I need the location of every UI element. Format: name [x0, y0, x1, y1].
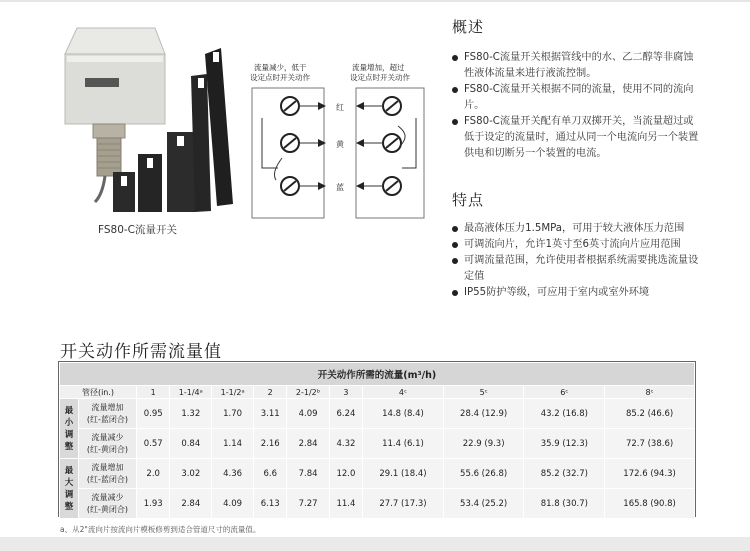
- value-cell: 22.9 (9.3): [443, 429, 524, 459]
- wiring-left-label: 流量减少，低于设定点时开关动作: [250, 63, 310, 82]
- size-cell: 5ᶜ: [443, 386, 524, 399]
- value-cell: 11.4 (6.1): [363, 429, 444, 459]
- product-caption: FS80-C流量开关: [98, 224, 178, 236]
- features-title: 特点: [452, 191, 485, 209]
- overview-bullet: FS80-C流量开关根据不同的流量，使用不同的流向片。: [452, 82, 700, 114]
- overview-bullet: FS80-C流量开关根据管线中的水、乙二醇等非腐蚀性液体流量来进行液流控制。: [452, 50, 700, 82]
- value-cell: 2.16: [254, 429, 287, 459]
- value-cell: 1.70: [212, 399, 254, 429]
- size-cell: 6ᶜ: [524, 386, 605, 399]
- flow-table: [58, 361, 696, 517]
- table-row: [60, 399, 695, 429]
- value-cell: 43.2 (16.8): [524, 399, 605, 429]
- wire-red-label: 红: [336, 103, 344, 112]
- group-label: 最 小 调 整: [60, 399, 79, 459]
- value-cell: 35.9 (12.3): [524, 429, 605, 459]
- features-list: [452, 221, 700, 301]
- feature-bullet: 可调流量范围，允许使用者根据系统需要挑选流量设定值: [452, 253, 700, 285]
- value-cell: 0.84: [170, 429, 212, 459]
- value-cell: 28.4 (12.9): [443, 399, 524, 429]
- size-cell: 4ᶜ: [363, 386, 444, 399]
- table-row: [60, 489, 695, 519]
- feature-bullet: 最高液体压力1.5MPa，可用于较大液体压力范围: [452, 221, 700, 237]
- value-cell: 14.8 (8.4): [363, 399, 444, 429]
- value-cell: 81.8 (30.7): [524, 489, 605, 519]
- value-cell: 53.4 (25.2): [443, 489, 524, 519]
- top-divider: [0, 0, 750, 2]
- row-label: 流量增加 (红-蓝闭合): [79, 459, 137, 489]
- feature-bullet: 可调流向片，允许1英寸至6英寸流向片应用范围: [452, 237, 700, 253]
- wiring-diagram: [248, 58, 428, 223]
- table-header: 开关动作所需的流量(m³/h): [60, 363, 695, 386]
- value-cell: 165.8 (90.8): [605, 489, 695, 519]
- row-label: 流量减少 (红-黄闭合): [79, 429, 137, 459]
- size-cell: 8ᶜ: [605, 386, 695, 399]
- wire-yellow-label: 黄: [336, 140, 344, 149]
- wiring-right-label: 流量增加，超过设定点时开关动作: [350, 63, 410, 82]
- size-cell: 2-1/2ᵇ: [287, 386, 329, 399]
- size-cell: 2: [254, 386, 287, 399]
- value-cell: 6.6: [254, 459, 287, 489]
- table-footnote: a、从2"流向片按流向片模板修剪到适合管道尺寸的流量值。: [60, 525, 261, 534]
- table-title: 开关动作所需流量值: [60, 342, 222, 362]
- value-cell: 2.84: [170, 489, 212, 519]
- value-cell: 4.36: [212, 459, 254, 489]
- value-cell: 0.95: [137, 399, 170, 429]
- value-cell: 0.57: [137, 429, 170, 459]
- size-cell: 1: [137, 386, 170, 399]
- group-label: 最 大 调 整: [60, 459, 79, 519]
- size-cell: 3: [329, 386, 362, 399]
- value-cell: 1.32: [170, 399, 212, 429]
- value-cell: 27.7 (17.3): [363, 489, 444, 519]
- value-cell: 3.11: [254, 399, 287, 429]
- value-cell: 2.0: [137, 459, 170, 489]
- overview-list: [452, 50, 700, 162]
- value-cell: 1.93: [137, 489, 170, 519]
- value-cell: 6.24: [329, 399, 362, 429]
- value-cell: 4.09: [212, 489, 254, 519]
- value-cell: 6.13: [254, 489, 287, 519]
- bottom-band: [0, 537, 750, 551]
- size-cell: 1-1/2ᵃ: [212, 386, 254, 399]
- value-cell: 11.4: [329, 489, 362, 519]
- overview-bullet: FS80-C流量开关配有单刀双掷开关，当流量超过或低于设定的流量时，通过从同一个电流向另一个装置供电和切断另一个装置的电流。: [452, 114, 700, 162]
- value-cell: 7.84: [287, 459, 329, 489]
- value-cell: 1.14: [212, 429, 254, 459]
- value-cell: 55.6 (26.8): [443, 459, 524, 489]
- value-cell: 4.09: [287, 399, 329, 429]
- table-row: [60, 459, 695, 489]
- value-cell: 29.1 (18.4): [363, 459, 444, 489]
- value-cell: 72.7 (38.6): [605, 429, 695, 459]
- value-cell: 7.27: [287, 489, 329, 519]
- overview-title: 概述: [452, 18, 485, 36]
- value-cell: 12.0: [329, 459, 362, 489]
- feature-bullet: IP55防护等级，可应用于室内或室外环境: [452, 285, 700, 301]
- row-label: 流量减少 (红-黄闭合): [79, 489, 137, 519]
- value-cell: 85.2 (46.6): [605, 399, 695, 429]
- table-row: [60, 429, 695, 459]
- wire-blue-label: 蓝: [336, 183, 344, 192]
- value-cell: 4.32: [329, 429, 362, 459]
- size-cell: 1-1/4ᵃ: [170, 386, 212, 399]
- size-label: 管径(in.): [60, 386, 137, 399]
- value-cell: 2.84: [287, 429, 329, 459]
- value-cell: 85.2 (32.7): [524, 459, 605, 489]
- row-label: 流量增加 (红-蓝闭合): [79, 399, 137, 429]
- value-cell: 172.6 (94.3): [605, 459, 695, 489]
- value-cell: 3.02: [170, 459, 212, 489]
- product-image: [55, 16, 240, 226]
